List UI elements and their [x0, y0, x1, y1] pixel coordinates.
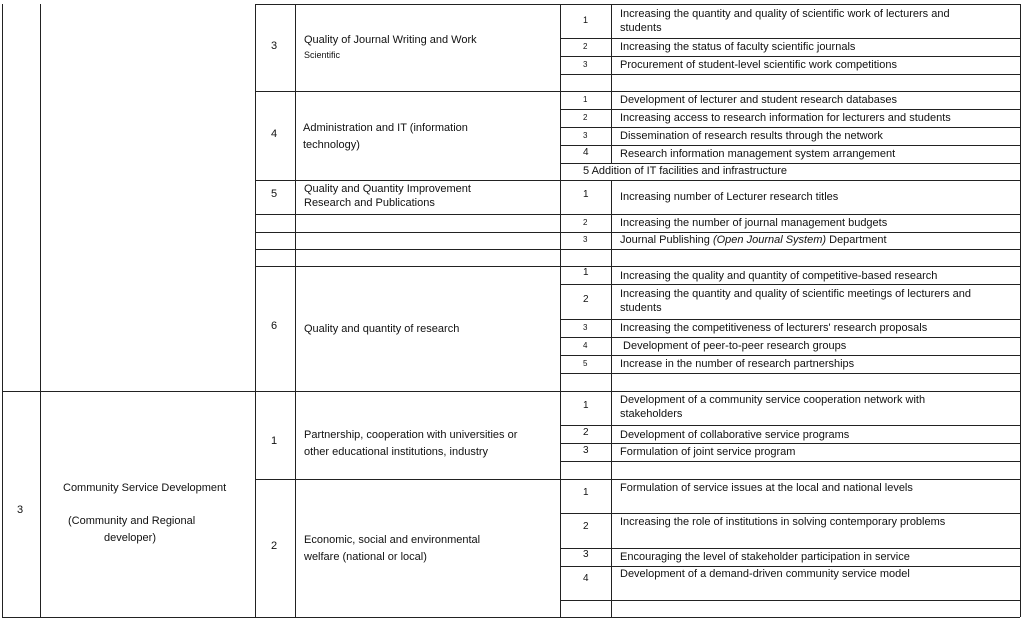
item-number: 1	[583, 487, 589, 498]
item-text: Development of peer-to-peer research groups	[620, 340, 847, 352]
program-title: Scientific	[304, 50, 341, 60]
item-text: Formulation of service issues at the local and national levels	[620, 482, 913, 494]
program-number: 3	[271, 40, 278, 52]
section-subtitle: developer)	[104, 532, 156, 544]
program-title: Research and Publications	[304, 197, 435, 209]
item-number: 1	[583, 267, 589, 278]
program-title: Partnership, cooperation with universities or	[304, 429, 518, 441]
item-number: 2	[583, 218, 588, 227]
program-number: 6	[271, 320, 278, 332]
item-text: Increase in the number of research partnerships	[620, 358, 855, 370]
item-number: 4	[583, 147, 589, 158]
item-text: Development of a community service cooperation network with	[620, 394, 926, 406]
item-text: Increasing the status of faculty scientific journals	[620, 41, 856, 53]
program-title: Quality and Quantity Improvement	[304, 183, 471, 195]
item-number: 3	[583, 131, 588, 140]
item-number: 2	[583, 294, 589, 305]
item-number: 2	[583, 521, 589, 532]
item-text: Increasing the number of journal management budgets	[620, 217, 888, 229]
item-number: 1	[583, 400, 589, 411]
item-text: Increasing number of Lecturer research titles	[620, 191, 839, 203]
item-number: 4	[583, 341, 588, 350]
item-number: 3	[583, 549, 589, 560]
item-text: Procurement of student-level scientific work competitions	[620, 59, 897, 71]
item-number: 3	[583, 323, 588, 332]
item-text: Development of collaborative service programs	[620, 429, 850, 441]
item-text: 5 Addition of IT facilities and infrastructure	[583, 165, 788, 177]
program-title: Administration and IT (information	[303, 122, 468, 134]
item-text: Increasing the quantity and quality of scientific work of lecturers and	[620, 8, 950, 20]
item-number: 4	[583, 573, 589, 584]
item-text: Encouraging the level of stakeholder participation in service	[620, 551, 910, 563]
program-title: welfare (national or local)	[304, 551, 427, 563]
program-number: 2	[271, 540, 278, 552]
item-number: 1	[583, 15, 589, 25]
section-number: 3	[17, 504, 24, 516]
program-title: Quality of Journal Writing and Work	[304, 34, 477, 46]
program-number: 4	[271, 128, 278, 140]
program-number: 5	[271, 188, 278, 200]
item-number: 1	[583, 95, 588, 104]
item-number: 3	[583, 235, 588, 244]
program-number: 1	[271, 435, 278, 447]
item-number: 1	[583, 189, 589, 200]
item-number: 2	[583, 427, 589, 438]
item-text: Research information management system arrangement	[620, 148, 896, 160]
section-subtitle: (Community and Regional	[68, 515, 196, 527]
item-text: Increasing the competitiveness of lecturers' research proposals	[620, 322, 928, 334]
item-text: Increasing the quantity and quality of scientific meetings of lecturers and	[620, 288, 971, 300]
program-title: technology)	[303, 139, 360, 151]
item-text: Increasing the role of institutions in solving contemporary problems	[620, 516, 946, 528]
item-text: Journal Publishing (Open Journal System) Department	[620, 234, 887, 246]
item-text: students	[620, 302, 662, 314]
item-text: Formulation of joint service program	[620, 446, 796, 458]
item-number: 5	[583, 359, 588, 368]
section-name: Community Service Development	[63, 482, 227, 494]
item-text: stakeholders	[620, 408, 683, 420]
item-text: Development of lecturer and student research databases	[620, 94, 897, 106]
program-title: other educational institutions, industry	[304, 446, 489, 458]
item-text: students	[620, 22, 662, 34]
item-number: 3	[583, 60, 588, 69]
item-text: Increasing the quality and quantity of competitive-based research	[620, 270, 938, 282]
program-title: Economic, social and environmental	[304, 534, 481, 546]
item-number: 3	[583, 445, 589, 456]
item-number: 2	[583, 113, 588, 122]
item-text: Increasing access to research information for lecturers and students	[620, 112, 951, 124]
item-text: Dissemination of research results through the network	[620, 130, 883, 142]
program-title: Quality and quantity of research	[304, 323, 460, 335]
item-number: 2	[583, 42, 588, 51]
item-text: Development of a demand-driven community service model	[620, 568, 910, 580]
